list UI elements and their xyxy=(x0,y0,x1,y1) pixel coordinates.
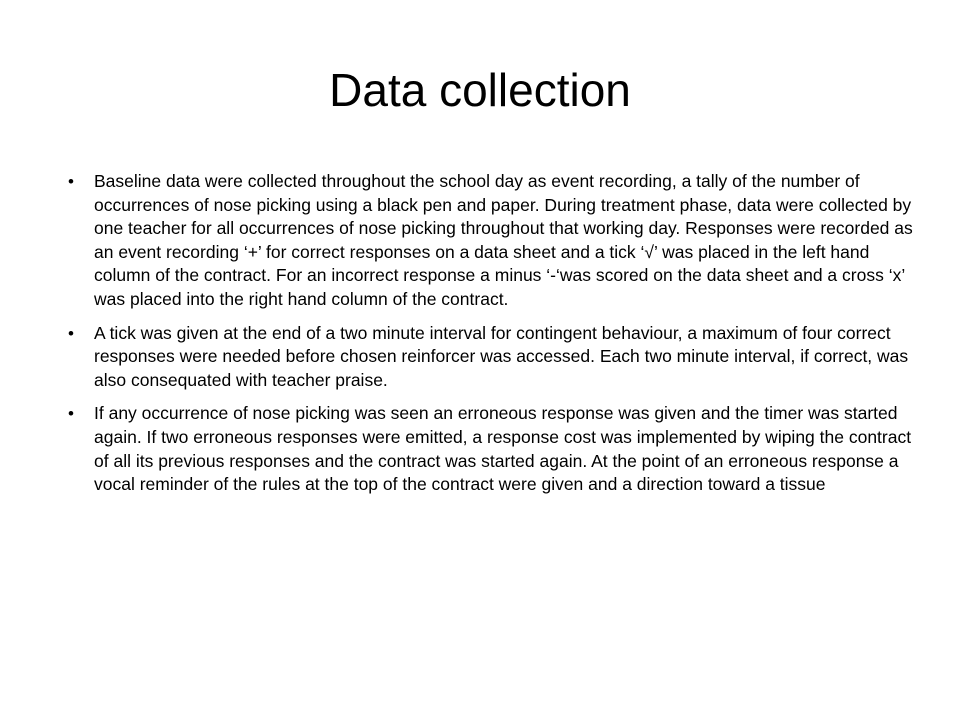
bullet-text-3: If any occurrence of nose picking was seen an erroneous response was given and the timer was started again. If two erroneous responses were emitted, a response cost was implemented by wiping the contract of all its previous responses and the contract was started again. At the point of an erroneous response a vocal reminder of the rules at the top of the contract were given and a direction toward a tissue xyxy=(94,403,912,495)
slide-title: Data collection xyxy=(329,64,631,116)
bullet-item-1 xyxy=(68,170,914,312)
bullet-icon: • xyxy=(68,323,74,343)
bullet-text-1: Baseline data were collected throughout the school day as event recording, a tally of the number of occurrences of nose picking using a black pen and paper. During treatment phase, data were collected by one teacher for all occurrences of nose picking throughout that working day. Responses were recorded as an event recording ‘+’ for correct responses on a data sheet and a tick ‘√’ was placed in the left hand column of the contract. For an incorrect response a minus ‘-‘was scored on the data sheet and a cross ‘x’ was placed into the right hand column of the contract. xyxy=(94,171,913,309)
bullet-text-2: A tick was given at the end of a two minute interval for contingent behaviour, a maximum of four correct responses were needed before chosen reinforcer was accessed. Each two minute interval, if correct, was also consequated with teacher praise. xyxy=(94,322,909,390)
bullet-icon: • xyxy=(68,404,74,424)
bullet-list xyxy=(68,170,914,507)
bullet-item-3 xyxy=(68,402,914,496)
bullet-icon: • xyxy=(68,172,74,191)
bullet-item-2 xyxy=(68,322,914,393)
